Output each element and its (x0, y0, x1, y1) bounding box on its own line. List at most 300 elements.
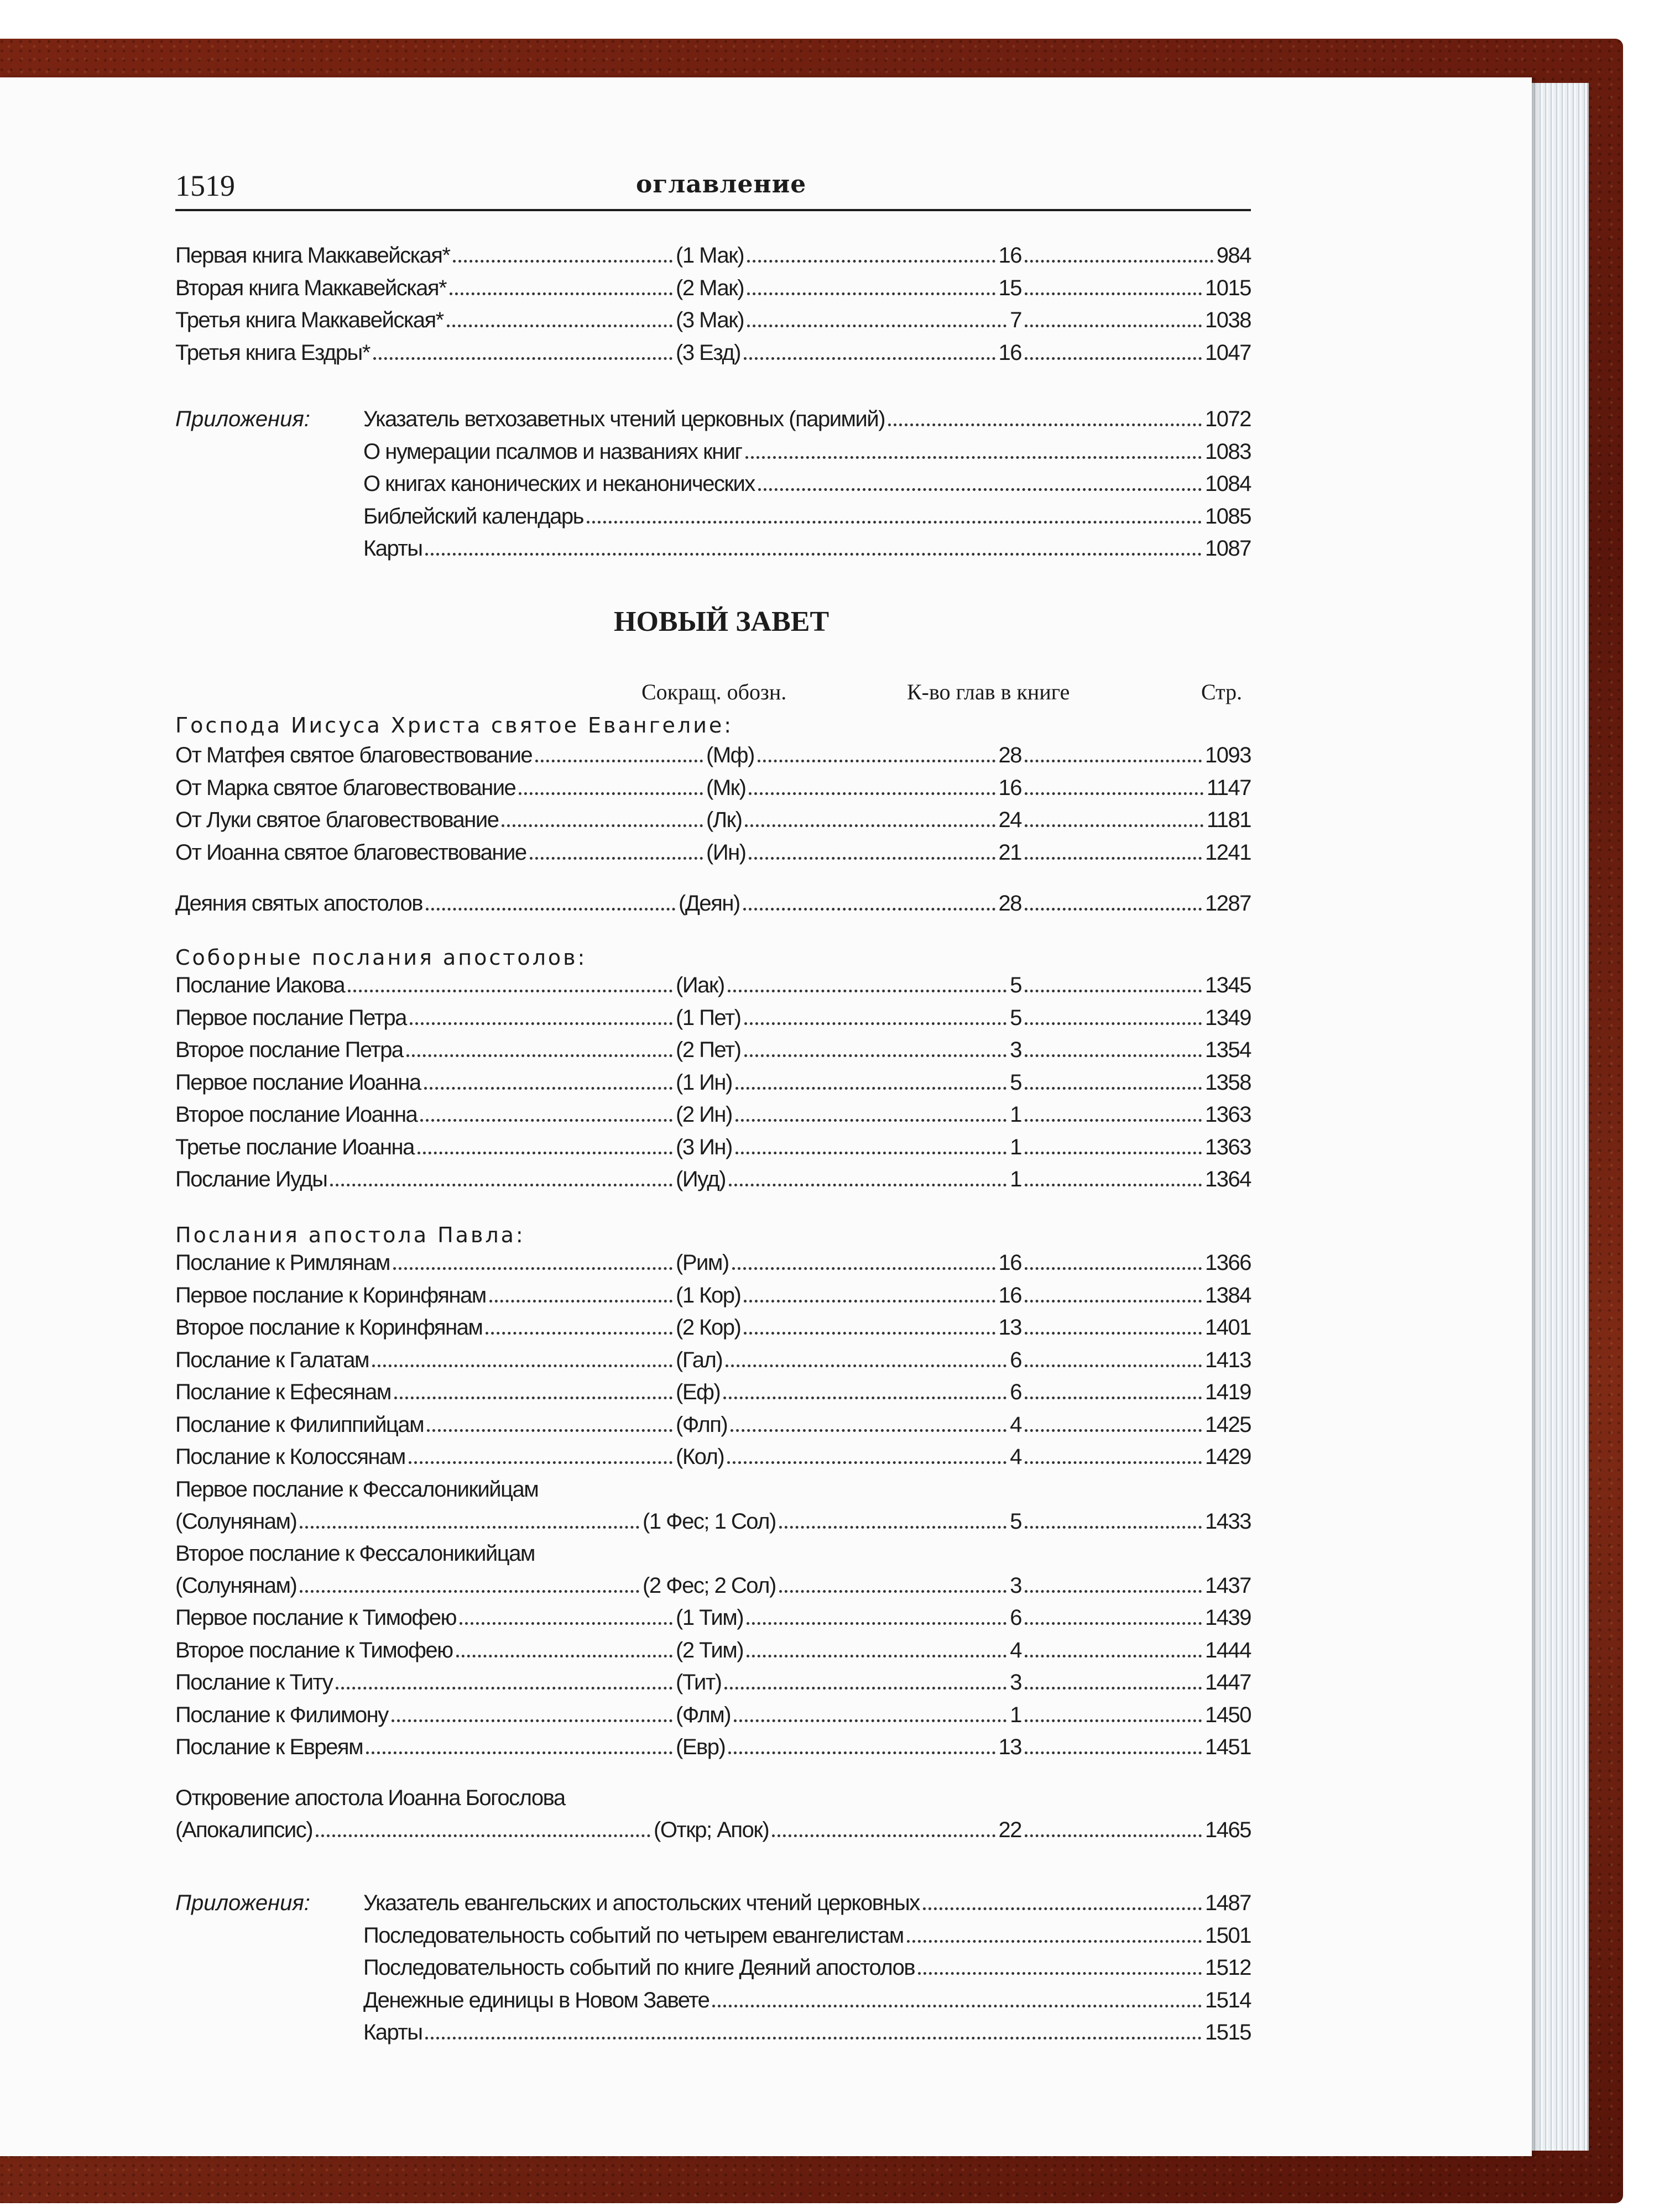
book-abbr: (3 Мак) (676, 308, 744, 332)
dot-leader (426, 908, 675, 911)
book-abbr: (3 Езд) (676, 340, 740, 365)
page-ref: 1083 (1205, 439, 1251, 464)
appendix-title: Библейский календарь (363, 504, 583, 529)
page-ref: 1439 (1205, 1606, 1251, 1630)
dot-leader (450, 292, 672, 295)
book-title: Послание к Титу (175, 1670, 333, 1695)
dot-leader (1025, 760, 1202, 762)
ot-appendix-label: Приложения: (175, 407, 310, 431)
book-abbr: (2 Тим) (676, 1638, 744, 1662)
dot-leader (728, 990, 1007, 992)
page-ref: 1047 (1205, 340, 1251, 365)
page-ref: 1363 (1205, 1134, 1251, 1159)
book-abbr: (Иуд) (676, 1167, 726, 1191)
book-title: Первое послание Иоанна (175, 1070, 421, 1095)
page-ref: 1354 (1205, 1038, 1251, 1062)
book-title: Третья книга Ездры* (175, 340, 370, 365)
book-title: Послание к Евреям (175, 1735, 363, 1759)
book-abbr: (Рим) (676, 1251, 729, 1275)
dot-leader (723, 1397, 1006, 1399)
page-ref: 1038 (1205, 308, 1251, 332)
book-title: Послание к Филимону (175, 1702, 388, 1727)
appendix-title: Последовательность событий по книге Деяний апостолов (363, 1955, 915, 1980)
appendix-row (175, 440, 1251, 470)
gospels-heading: Господа Иисуса Христа святое Евангелие: (175, 713, 734, 738)
page-ref: 1429 (1205, 1445, 1251, 1469)
dot-leader (336, 1687, 672, 1690)
dot-leader (747, 260, 995, 263)
dot-leader (1025, 1719, 1202, 1722)
chapter-count: 16 (998, 1283, 1021, 1308)
chapter-count: 21 (998, 840, 1021, 865)
book-title: Третье послание Иоанна (175, 1134, 414, 1159)
toc-row (175, 1509, 1251, 1540)
appendix-row (175, 1891, 1251, 1922)
book-title: Второе послание Иоанна (175, 1102, 418, 1127)
dot-leader (735, 1087, 1006, 1090)
chapter-count: 6 (1010, 1606, 1021, 1630)
page-ref: 1514 (1205, 1988, 1251, 2012)
appendix-row (175, 1955, 1251, 1986)
dot-leader (316, 1834, 650, 1837)
toc-row (175, 1413, 1251, 1444)
chapter-count: 1 (1010, 1702, 1021, 1727)
book-abbr: (Деян) (679, 891, 740, 916)
appendix-title: Последовательность событий по четырем евангелистам (363, 1923, 904, 1948)
dot-leader (745, 456, 1202, 459)
dot-leader (779, 1526, 1006, 1529)
chapter-count: 13 (998, 1735, 1021, 1759)
page-ref: 1444 (1205, 1638, 1251, 1662)
dot-leader (744, 1332, 995, 1335)
page-ref: 1425 (1205, 1412, 1251, 1437)
dot-leader (1025, 325, 1202, 327)
dot-leader (735, 1119, 1006, 1122)
page-ref: 1085 (1205, 504, 1251, 529)
toc-row (175, 1348, 1251, 1379)
chapter-count: 6 (1010, 1380, 1021, 1404)
appendix-row (175, 536, 1251, 567)
book-abbr: (Тит) (676, 1670, 722, 1695)
dot-leader (724, 1687, 1006, 1690)
dot-leader (535, 760, 703, 762)
toc-row (175, 1541, 1251, 1572)
dot-leader (728, 1751, 995, 1754)
chapter-count: 15 (998, 275, 1021, 300)
nt-appendix-label: Приложения: (175, 1891, 310, 1915)
dot-leader (918, 1972, 1202, 1975)
book-abbr: (2 Фес; 2 Сол) (643, 1573, 776, 1598)
dot-leader (1025, 292, 1202, 295)
paul-heading: Послания апостола Павла: (175, 1223, 525, 1247)
dot-leader (726, 1364, 1006, 1367)
dot-leader (732, 1267, 995, 1270)
dot-leader (1025, 1087, 1202, 1090)
book-title: Первое послание к Тимофею (175, 1606, 456, 1630)
dot-leader (392, 1719, 672, 1722)
book-title: Послание к Филиппийцам (175, 1412, 424, 1437)
toc-row (175, 1606, 1251, 1636)
dot-leader (420, 1119, 672, 1122)
chapter-count: 16 (998, 775, 1021, 800)
book-abbr: (Еф) (676, 1380, 721, 1404)
page-ref: 1287 (1205, 891, 1251, 916)
nt-title: НОВЫЙ ЗАВЕТ (614, 606, 830, 637)
dot-leader (300, 1526, 639, 1529)
dot-leader (1025, 1054, 1202, 1057)
book-abbr: (3 Ин) (676, 1134, 732, 1159)
page-ref: 1093 (1205, 743, 1251, 767)
dot-leader (923, 1907, 1202, 1910)
page-ref: 1345 (1205, 973, 1251, 997)
appendix-title: Карты (363, 2020, 422, 2044)
chapter-count: 3 (1010, 1038, 1021, 1062)
page-ref: 1413 (1205, 1347, 1251, 1372)
dot-leader (1025, 1267, 1202, 1270)
chapter-count: 7 (1010, 308, 1021, 332)
book-abbr: (Флп) (676, 1412, 728, 1437)
book-title: Послание к Галатам (175, 1347, 369, 1372)
dot-leader (1025, 1526, 1202, 1529)
dot-leader (1025, 824, 1203, 827)
chapter-count: 6 (1010, 1347, 1021, 1372)
dot-leader (729, 1184, 1006, 1186)
dot-leader (1025, 1461, 1202, 1464)
toc-row (175, 1038, 1251, 1069)
chapter-count: 5 (1010, 1070, 1021, 1095)
page-ref: 1364 (1205, 1167, 1251, 1191)
dot-leader (410, 1022, 672, 1025)
dot-leader (758, 488, 1202, 491)
dot-leader (1025, 1300, 1202, 1303)
dot-leader (1025, 1022, 1202, 1025)
toc-row (175, 276, 1251, 307)
dot-leader (1025, 1119, 1202, 1122)
book-title: Послание к Римлянам (175, 1251, 390, 1275)
appendix-title: Указатель ветхозаветных чтений церковных (паримий) (363, 407, 885, 431)
page-ref: 1147 (1206, 775, 1251, 800)
chapter-count: 4 (1010, 1412, 1021, 1437)
toc-row (175, 1070, 1251, 1101)
appendix-title: О книгах канонических и неканонических (363, 472, 755, 496)
book-title: Послание Иакова (175, 973, 345, 997)
book-abbr: (Гал) (676, 1347, 723, 1372)
chapter-count: 4 (1010, 1638, 1021, 1662)
page-ref: 1512 (1205, 1955, 1251, 1980)
book-title-line1: Второе послание к Фессалоникийцам (175, 1541, 535, 1566)
chapter-count: 24 (998, 808, 1021, 832)
page-ref: 1487 (1205, 1891, 1251, 1915)
chapter-count: 28 (998, 743, 1021, 767)
dot-leader (734, 1719, 1006, 1722)
toc-row (175, 243, 1251, 274)
dot-leader (888, 423, 1202, 426)
toc-row (175, 1573, 1251, 1604)
dot-leader (1025, 357, 1202, 360)
toc-row (175, 308, 1251, 339)
dot-leader (587, 521, 1202, 524)
dot-leader (747, 1655, 1006, 1657)
appendix-row (175, 472, 1251, 503)
dot-leader (1025, 1429, 1202, 1432)
appendix-title: Денежные единицы в Новом Завете (363, 1988, 709, 2012)
appendix-title: Указатель евангельских и апостольских чтений церковных (363, 1891, 920, 1915)
book-abbr: (Кол) (676, 1445, 724, 1469)
book-abbr: (Мк) (706, 775, 746, 800)
dot-leader (907, 1940, 1202, 1943)
chapter-count: 16 (998, 243, 1021, 268)
book-abbr: (Мф) (706, 743, 754, 767)
toc-row (175, 776, 1251, 807)
dot-leader (1025, 1332, 1202, 1335)
page-ref: 1465 (1205, 1818, 1251, 1842)
book-abbr: (1 Пет) (676, 1005, 741, 1030)
page-ref: 1437 (1205, 1573, 1251, 1598)
toc-row (175, 341, 1251, 372)
chapter-count: 13 (998, 1315, 1021, 1340)
appendix-row (175, 407, 1251, 438)
toc-row (175, 743, 1251, 774)
dot-leader (727, 1461, 1006, 1464)
chapter-count: 3 (1010, 1670, 1021, 1695)
dot-leader (418, 1152, 672, 1154)
page-ref: 1447 (1205, 1670, 1251, 1695)
page-edges (1526, 83, 1589, 2151)
toc-row (175, 1735, 1251, 1766)
dot-leader (1025, 1751, 1202, 1754)
book-title: Послание к Ефесянам (175, 1380, 391, 1404)
appendix-row (175, 504, 1251, 535)
dot-leader (744, 1054, 1007, 1057)
page-ref: 1419 (1205, 1380, 1251, 1404)
dot-leader (427, 1429, 672, 1432)
dot-leader (744, 1300, 995, 1303)
book-abbr: (1 Кор) (676, 1283, 741, 1308)
dot-leader (743, 908, 995, 911)
book-title: Первое послание к Коринфянам (175, 1283, 486, 1308)
chapter-count: 4 (1010, 1445, 1021, 1469)
chapter-count: 1 (1010, 1102, 1021, 1127)
appendix-row (175, 1988, 1251, 2019)
book-title-line1: Первое послание к Фессалоникийцам (175, 1477, 539, 1502)
book-title: От Марка святое благовествование (175, 775, 516, 800)
dot-leader (1025, 1397, 1202, 1399)
dot-leader (366, 1751, 672, 1754)
page-ref: 1072 (1205, 407, 1251, 431)
dot-leader (1025, 1590, 1202, 1593)
book-title: Вторая книга Маккавейская* (175, 275, 447, 300)
toc-row (175, 1477, 1251, 1508)
book-title: (Солунянам) (175, 1509, 297, 1534)
dot-leader (393, 1267, 672, 1270)
book-title: Первое послание Петра (175, 1005, 406, 1030)
dot-leader (758, 760, 995, 762)
chapter-count: 5 (1010, 1005, 1021, 1030)
book-abbr: (2 Пет) (676, 1038, 741, 1062)
book-abbr: (1 Мак) (676, 243, 744, 268)
toc-row (175, 1006, 1251, 1037)
page-ref: 984 (1216, 243, 1251, 268)
dot-leader (447, 325, 672, 327)
page-ref: 1384 (1205, 1283, 1251, 1308)
dot-leader (406, 1054, 672, 1057)
dot-leader (779, 1590, 1006, 1593)
dot-leader (486, 1332, 672, 1335)
book-abbr: (2 Мак) (676, 275, 744, 300)
dot-leader (1025, 1184, 1202, 1186)
dot-leader (747, 1622, 1006, 1625)
page-ref: 1450 (1205, 1702, 1251, 1727)
dot-leader (749, 857, 995, 860)
book-title: Первая книга Маккавейская* (175, 243, 450, 268)
appendix-title: О нумерации псалмов и названиях книг (363, 439, 742, 464)
dot-leader (348, 990, 672, 992)
dot-leader (747, 325, 1006, 327)
chapter-count: 16 (998, 1251, 1021, 1275)
col-header-abbr: Сокращ. обозн. (641, 679, 787, 704)
appendix-row (175, 1923, 1251, 1954)
dot-leader (1025, 1687, 1202, 1690)
dot-leader (489, 1300, 672, 1303)
book-abbr: (Ин) (706, 840, 746, 865)
dot-leader (745, 824, 995, 827)
page-ref: 1363 (1205, 1102, 1251, 1127)
book-title: От Иоанна святое благовествование (175, 840, 526, 865)
dot-leader (747, 292, 995, 295)
book-title: От Матфея святое благовествование (175, 743, 533, 767)
toc-row (175, 1786, 1251, 1817)
book-title-line1: Откровение апостола Иоанна Богослова (175, 1786, 565, 1810)
toc-row (175, 1670, 1251, 1701)
col-header-chapters: К-во глав в книге (907, 679, 1070, 704)
dot-leader (394, 1397, 672, 1399)
page-ref: 1433 (1205, 1509, 1251, 1534)
dot-leader (731, 1429, 1006, 1432)
dot-leader (744, 357, 995, 360)
dot-leader (502, 824, 703, 827)
toc-row (175, 1283, 1251, 1314)
dot-leader (749, 792, 995, 795)
dot-leader (735, 1152, 1006, 1154)
book-title: Деяния святых апостолов (175, 891, 423, 916)
toc-row (175, 1380, 1251, 1411)
book-abbr: (1 Ин) (676, 1070, 732, 1095)
dot-leader (744, 1022, 1007, 1025)
book-abbr: (2 Ин) (676, 1102, 732, 1127)
col-header-page: Стр. (1201, 679, 1243, 704)
page-ref: 1451 (1205, 1735, 1251, 1759)
toc-row (175, 973, 1251, 1004)
dot-leader (1025, 908, 1202, 911)
dot-leader (453, 260, 672, 263)
toc-row (175, 1167, 1251, 1198)
book-abbr: (Откр; Апок) (654, 1818, 769, 1842)
dot-leader (425, 553, 1202, 556)
toc-row (175, 1251, 1251, 1282)
book-abbr: (Евр) (676, 1735, 726, 1759)
chapter-count: 22 (998, 1818, 1021, 1842)
dot-leader (1025, 1152, 1202, 1154)
page-ref: 1501 (1205, 1923, 1251, 1948)
book-title: Второе послание Петра (175, 1038, 403, 1062)
page-ref: 1349 (1205, 1005, 1251, 1030)
book-title: (Апокалипсис) (175, 1818, 313, 1842)
toc-row (175, 808, 1251, 839)
dot-leader (519, 792, 703, 795)
book-abbr: (1 Тим) (676, 1606, 744, 1630)
book-abbr: (2 Кор) (676, 1315, 741, 1340)
page-ref: 1401 (1205, 1315, 1251, 1340)
page-ref: 1084 (1205, 472, 1251, 496)
dot-leader (372, 1364, 672, 1367)
toc-row (175, 840, 1251, 871)
page-ref: 1087 (1205, 536, 1251, 561)
dot-leader (1025, 792, 1203, 795)
book-title: Послание Иуды (175, 1167, 327, 1191)
page-ref: 1241 (1205, 840, 1251, 865)
dot-leader (530, 857, 703, 860)
dot-leader (409, 1461, 672, 1464)
chapter-count: 1 (1010, 1134, 1021, 1159)
book-abbr: (Флм) (676, 1702, 731, 1727)
page-ref: 1515 (1205, 2020, 1251, 2044)
book-title: Третья книга Маккавейская* (175, 308, 444, 332)
chapter-count: 28 (998, 891, 1021, 916)
toc-row (175, 1445, 1251, 1476)
book-title: Послание к Колоссянам (175, 1445, 405, 1469)
book-abbr: (Лк) (706, 808, 742, 832)
appendix-row (175, 2020, 1251, 2051)
chapter-count: 5 (1010, 1509, 1021, 1534)
dot-leader (425, 2037, 1202, 2040)
dot-leader (1025, 1834, 1202, 1837)
toc-row (175, 1703, 1251, 1734)
dot-leader (1025, 857, 1202, 860)
chapter-count: 16 (998, 340, 1021, 365)
page-ref: 1181 (1206, 808, 1251, 832)
dot-leader (772, 1834, 995, 1837)
toc-row (175, 1102, 1251, 1133)
dot-leader (373, 357, 672, 360)
book-title: (Солунянам) (175, 1573, 297, 1598)
appendix-title: Карты (363, 536, 422, 561)
dot-leader (424, 1087, 672, 1090)
book-title: От Луки святое благовествование (175, 808, 499, 832)
dot-leader (456, 1655, 672, 1657)
toc-row (175, 891, 1251, 922)
dot-leader (712, 2005, 1202, 2007)
dot-leader (1025, 260, 1213, 263)
dot-leader (300, 1590, 639, 1593)
catholic-heading: Соборные послания апостолов: (175, 945, 587, 970)
page-ref: 1015 (1205, 275, 1251, 300)
dot-leader (1025, 990, 1202, 992)
page-number: 1519 (175, 169, 235, 202)
chapter-count: 5 (1010, 973, 1021, 997)
dot-leader (1025, 1622, 1202, 1625)
book-title: Второе послание к Коринфянам (175, 1315, 483, 1340)
dot-leader (460, 1622, 672, 1625)
page-ref: 1366 (1205, 1251, 1251, 1275)
toc-row (175, 1818, 1251, 1849)
toc-row (175, 1135, 1251, 1166)
chapter-count: 3 (1010, 1573, 1021, 1598)
dot-leader (1025, 1655, 1202, 1657)
header-rule (175, 209, 1251, 211)
dot-leader (330, 1184, 672, 1186)
book-title: Второе послание к Тимофею (175, 1638, 453, 1662)
book-abbr: (Иак) (676, 973, 724, 997)
